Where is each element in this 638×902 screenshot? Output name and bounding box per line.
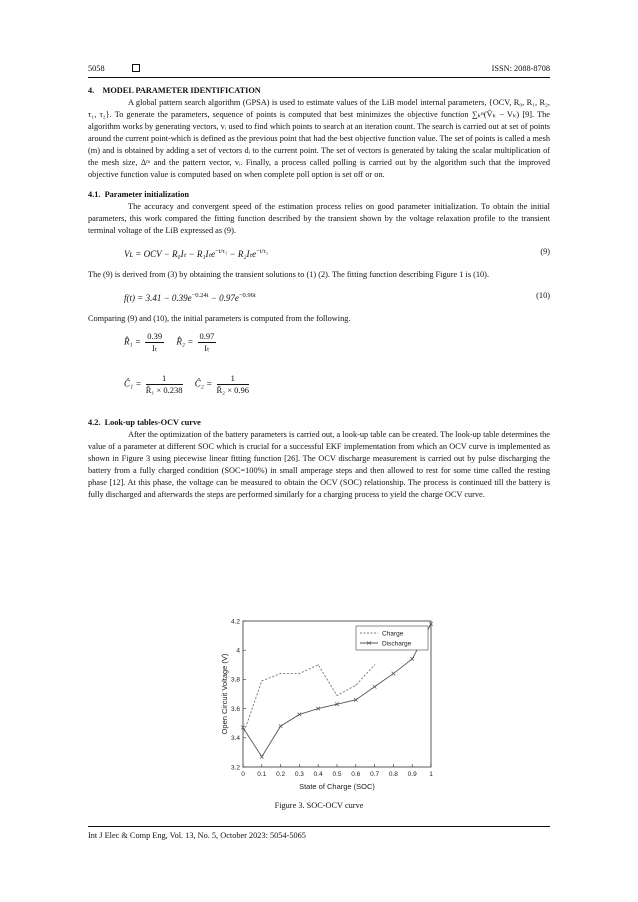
fraction-denominator: R̂₂ × 0.96 xyxy=(216,385,250,395)
equation-number: (10) xyxy=(536,291,550,300)
x-tick-label: 0.1 xyxy=(257,771,267,778)
y-tick-label: 3.4 xyxy=(230,735,240,743)
equation-exponent: −0.96t xyxy=(238,292,256,299)
equation-lhs: Ĉ₂ = xyxy=(194,378,213,389)
y-axis-label: Open Circuit Voltage (V) xyxy=(220,653,229,735)
equation-term: − R₂Iₜ xyxy=(227,249,253,259)
equation-term: e xyxy=(211,249,216,259)
legend xyxy=(356,626,428,650)
x-tick-label: 0.7 xyxy=(370,771,380,778)
x-tick-label: 0.8 xyxy=(388,771,398,778)
paragraph: The (9) is derived from (3) by obtaining the transient solutions to (1) (2). The fitting function describing Figure 1 is (10). xyxy=(88,270,490,279)
issn: ISSN: 2088-8708 xyxy=(491,64,550,73)
x-tick-label: 0.9 xyxy=(407,771,417,778)
equation-9 xyxy=(88,243,550,263)
data-point-charge xyxy=(337,695,338,696)
footer-rule xyxy=(88,826,550,827)
y-tick-label: 3.2 xyxy=(230,764,240,772)
x-tick-label: 0.3 xyxy=(294,771,304,778)
footer-citation: Int J Elec & Comp Eng, Vol. 13, No. 5, October 2023: 5054-5065 xyxy=(88,831,306,840)
fraction-denominator: Iₜ xyxy=(151,343,158,353)
legend-label-discharge: Discharge xyxy=(382,640,412,648)
equation-lhs: Ĉ₁ = xyxy=(124,378,142,389)
figure-soc-ocv xyxy=(200,613,440,798)
paragraph: After the optimization of the battery parameters is carried out, a look-up table can be created. The look-up table determines the value of a parameter at different SOC which is crucial for a successful EKF implementation from which an OCV curve is implemented as shown in Figure 3 using piecewise linear fitting function [26]. The OCV discharge measurement is carried out by pulse discharging the battery from a fully charged condition (SOC=100%) in small amperage steps and then allowed to rest for some time called the resting phase [12]. At this phase, the voltage can be measured to obtain the OCV (SOC) relationship. The process is continued till the battery is fully discharged and afterwards the steps are performed similarly for a charging process to yield the charge OCV curve. xyxy=(88,430,550,499)
paragraph: The accuracy and convergent speed of the estimation process relies on good parameter initialization. To obtain the initial parameters, this work compared the fitting function described by the transient shown by the voltage relaxation profile to the transient terminal voltage of the LiB expressed as (9). xyxy=(88,202,550,235)
equation-exponent: −t/τ₂ xyxy=(256,248,269,255)
square-icon xyxy=(132,64,140,72)
parameter-equations-c xyxy=(124,373,550,409)
data-point-charge xyxy=(280,673,281,674)
fraction-numerator: 1 xyxy=(217,373,250,385)
soc-ocv-chart xyxy=(200,613,440,798)
y-tick-label: 3.6 xyxy=(230,705,240,713)
equation-term: f(t) = 3.41 − 0.39e xyxy=(124,293,192,303)
equation-term: − 0.97e xyxy=(208,293,239,303)
fraction-numerator: 0.97 xyxy=(199,331,215,341)
section-heading: 4. MODEL PARAMETER IDENTIFICATION xyxy=(88,86,261,95)
equation-exponent: −t/τ₁ xyxy=(215,248,228,255)
equation-number: (9) xyxy=(540,247,550,256)
figure-caption: Figure 3. SOC-OCV curve xyxy=(274,801,364,810)
data-point-charge xyxy=(318,664,319,665)
parameter-equations-r xyxy=(124,331,550,367)
paragraph: Comparing (9) and (10), the initial parameters is computed from the following. xyxy=(88,314,351,323)
data-point-charge xyxy=(355,685,356,686)
fraction-numerator: 1 xyxy=(146,373,183,385)
x-tick-label: 0.2 xyxy=(276,771,286,778)
equation-exponent: −0.24t xyxy=(191,292,209,299)
subsection-heading: 4.2. Look-up tables-OCV curve xyxy=(88,418,201,427)
data-point-charge xyxy=(374,664,375,665)
x-tick-label: 0 xyxy=(241,771,245,778)
y-tick-label: 3.8 xyxy=(230,676,240,684)
equation-term: Vʟ = OCV − R₀Iₜ − R₁Iₜ xyxy=(124,249,212,259)
x-tick-label: 1 xyxy=(429,771,433,778)
equation-lhs: R̂₂ = xyxy=(176,336,194,347)
y-tick-label: 4 xyxy=(236,647,240,655)
data-point-charge xyxy=(261,680,262,681)
page-number: 5058 xyxy=(88,64,105,73)
header-rule xyxy=(88,77,550,78)
data-point-charge xyxy=(299,673,300,674)
fraction-denominator: Iₜ xyxy=(204,343,210,353)
x-tick-label: 0.5 xyxy=(332,771,342,778)
x-axis-label: State of Charge (SOC) xyxy=(299,782,375,791)
data-point-charge xyxy=(243,734,244,735)
subsection-heading: 4.1. Parameter initialization xyxy=(88,190,190,199)
x-tick-label: 0.4 xyxy=(313,771,323,778)
fraction-numerator: 0.39 xyxy=(147,331,163,341)
fraction-denominator: R̂₁ × 0.238 xyxy=(145,385,183,395)
equation-term: e xyxy=(252,249,257,259)
y-tick-label: 4.2 xyxy=(230,618,240,626)
equation-lhs: R̂₁ = xyxy=(124,336,141,347)
legend-label-charge: Charge xyxy=(382,630,404,638)
article-body xyxy=(88,85,550,501)
paragraph: A global pattern search algorithm (GPSA) is used to estimate values of the LiB model internal parameters, {OCV, R₀, R₁, R₂, τ₁, τ₂}. To generate the parameters, sequence of points is computed that best minimizes the objective function ∑ₖⁿ(V̂ₖ − Vₖ) [9]. The algorithm works by generating vectors, vᵢ used to find which points to search at an iteration count. The search is carried out at set of points around the current point-which is defined as the previous point that had the best objective function value. The set of points is called a mesh (m) and is obtained by adding a set of vectors dᵢ to the current point. The set of vectors is generated by taking the scalar multiplication of the mesh size, Δᵐ and the pattern vector, vᵢ. Finally, a process called polling is carried out by the algorithm such that the improved objective function value is computed based on when complete poll option is set off or on. xyxy=(88,98,550,179)
x-tick-label: 0.6 xyxy=(351,771,361,778)
equation-10 xyxy=(88,287,550,307)
